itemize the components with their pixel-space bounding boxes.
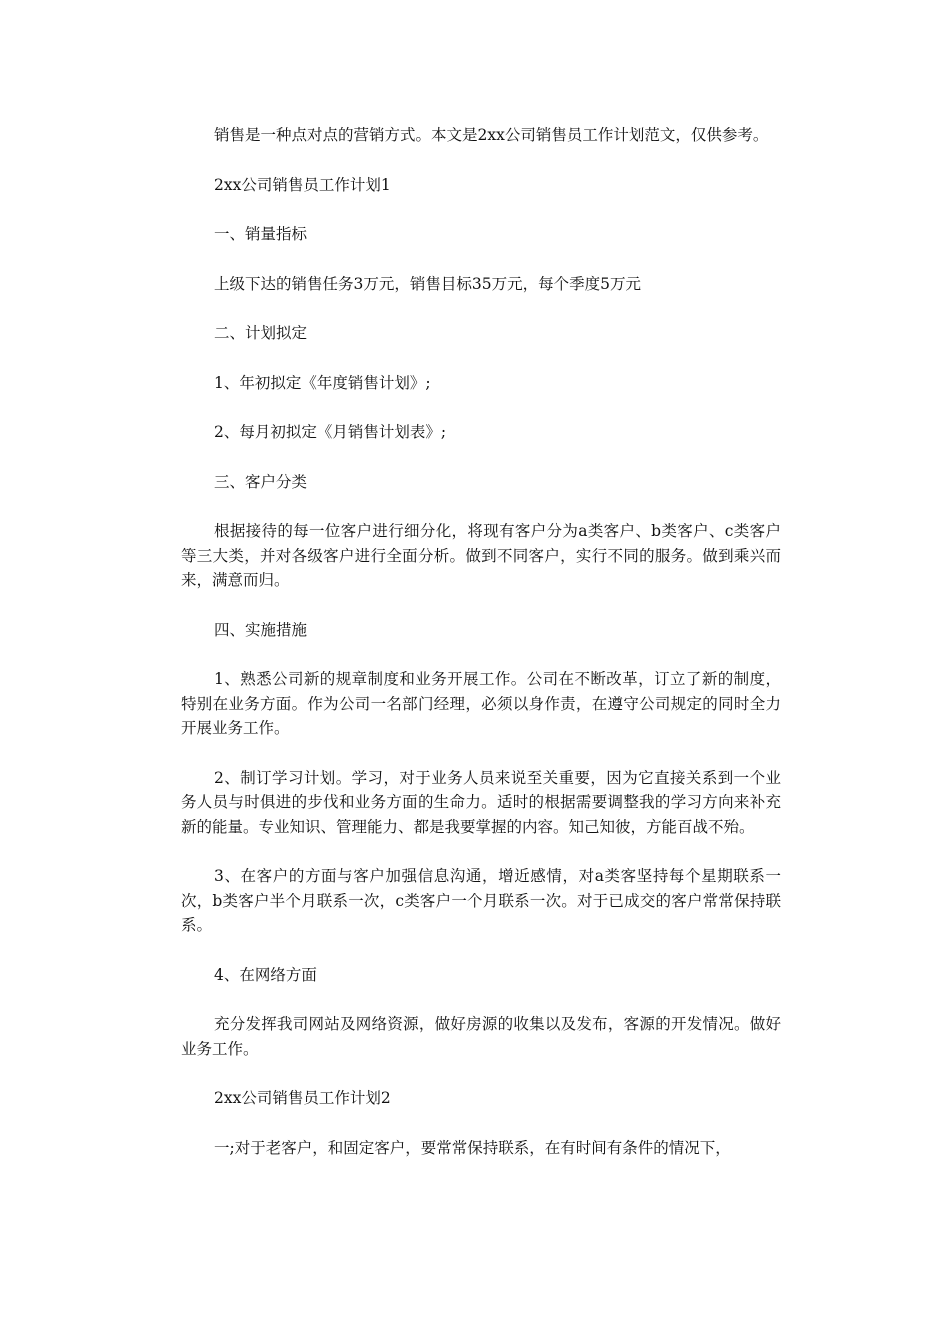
heading-plan-drafting: 二、计划拟定 bbox=[214, 324, 308, 342]
paragraph-implementation-3: 3、在客户的方面与客户加强信息沟通，增近感情，对a类客坚持每个星期联系一次，b类客户半个月联系一次，c类客户一个月联系一次。对于已成交的客户常常保持联系。 bbox=[181, 867, 781, 934]
paragraph-implementation-1: 1、熟悉公司新的规章制度和业务开展工作。公司在不断改革，订立了新的制度，特别在业务方面。作为公司一名部门经理，必须以身作责，在遵守公司规定的同时全力开展业务工作。 bbox=[181, 670, 781, 737]
heading-sales-targets: 一、销量指标 bbox=[214, 225, 308, 243]
paragraph-network: 充分发挥我司网站及网络资源，做好房源的收集以及发布，客源的开发情况。做好业务工作。 bbox=[181, 1015, 781, 1058]
paragraph-implementation-4-heading: 4、在网络方面 bbox=[214, 965, 317, 984]
section-title-plan-2: 2xx公司销售员工作计划2 bbox=[214, 1089, 391, 1107]
paragraph-old-customers: 一;对于老客户，和固定客户，要常常保持联系，在有时间有条件的情况下， bbox=[214, 1138, 731, 1157]
section-title-plan-1: 2xx公司销售员工作计划1 bbox=[214, 175, 391, 194]
paragraph-customer-classification: 根据接待的每一位客户进行细分化，将现有客户分为a类客户、b类客户、c类客户等三大类，并对各级客户进行全面分析。做到不同客户，实行不同的服务。做到乘兴而来，满意而归。 bbox=[181, 522, 781, 589]
document-body bbox=[181, 123, 781, 1160]
heading-customer-classification: 三、客户分类 bbox=[214, 472, 308, 491]
paragraph-sales-targets: 上级下达的销售任务3万元，销售目标35万元，每个季度5万元 bbox=[214, 274, 641, 293]
list-item-annual-plan: 1、年初拟定《年度销售计划》; bbox=[214, 373, 431, 392]
heading-implementation: 四、实施措施 bbox=[214, 620, 308, 639]
intro-paragraph: 销售是一种点对点的营销方式。本文是2xx公司销售员工作计划范文，仅供参考。 bbox=[214, 126, 769, 144]
list-item-monthly-plan: 2、每月初拟定《月销售计划表》; bbox=[214, 423, 447, 441]
paragraph-implementation-2: 2、制订学习计划。学习，对于业务人员来说至关重要，因为它直接关系到一个业务人员与时俱进的步伐和业务方面的生命力。适时的根据需要调整我的学习方向来补充新的能量。专业知识、管理能力、都是我要掌握的内容。知己知彼，方能百战不殆。 bbox=[181, 768, 781, 836]
